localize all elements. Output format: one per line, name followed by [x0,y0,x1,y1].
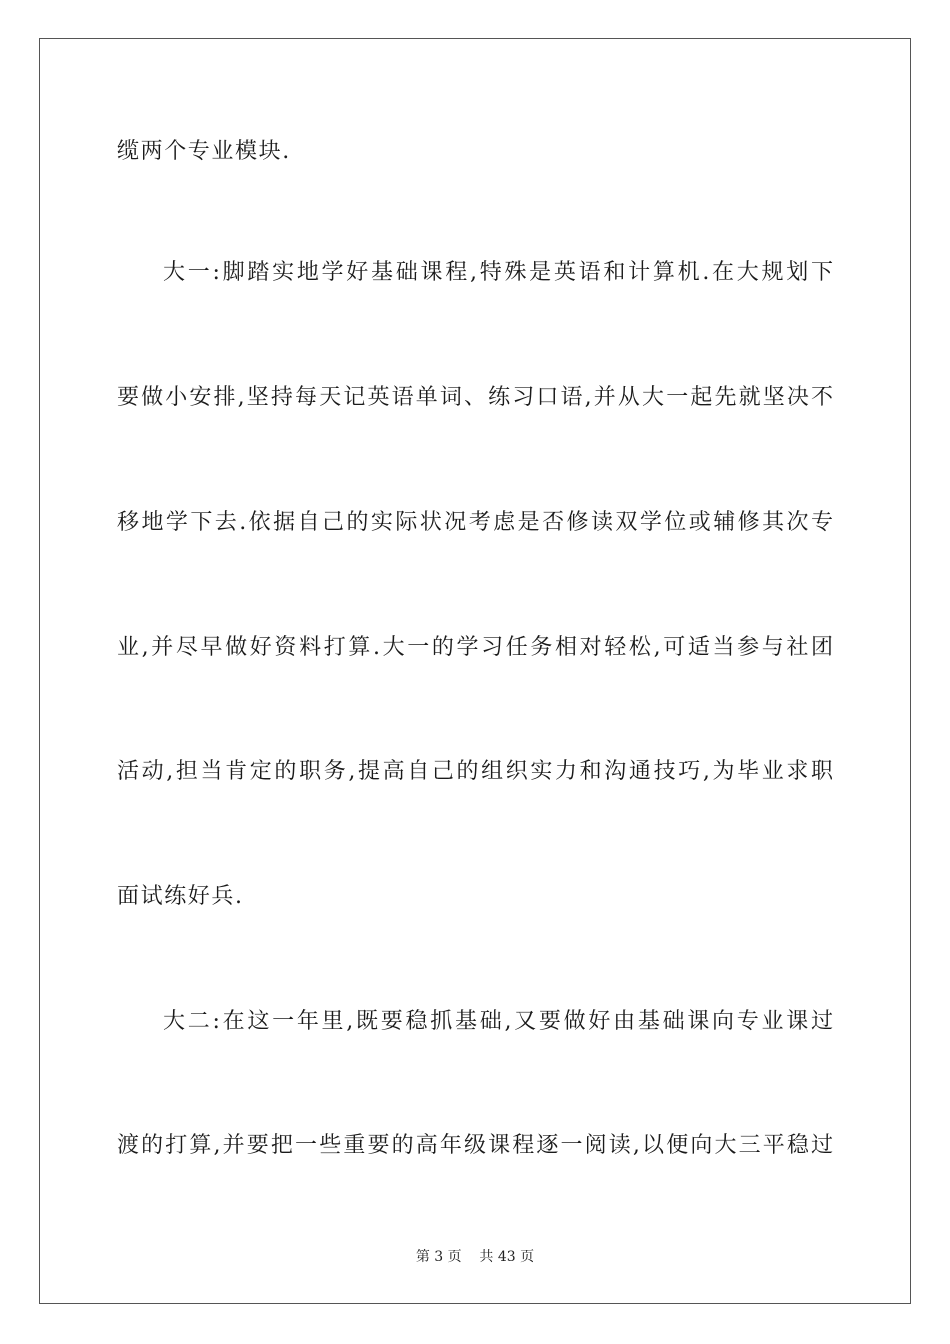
paragraph-line: 要做小安排,坚持每天记英语单词、练习口语,并从大一起先就坚决不 [117,385,833,410]
page-border [39,38,911,1304]
paragraph-line: 大二:在这一年里,既要稳抓基础,又要做好由基础课向专业课过 [163,1009,833,1034]
paragraph-line: 移地学下去.依据自己的实际状况考虑是否修读双学位或辅修其次专 [117,510,833,535]
paragraph-line: 大一:脚踏实地学好基础课程,特殊是英语和计算机.在大规划下 [163,260,833,285]
paragraph-line: 活动,担当肯定的职务,提高自己的组织实力和沟通技巧,为毕业求职 [117,759,833,784]
page-number-footer: 第 3 页 共 43 页 [415,1249,535,1265]
paragraph-line: 业,并尽早做好资料打算.大一的学习任务相对轻松,可适当参与社团 [117,635,833,660]
paragraph-line: 渡的打算,并要把一些重要的高年级课程逐一阅读,以便向大三平稳过 [117,1133,833,1158]
paragraph-line: 缆两个专业模块. [117,139,291,164]
paragraph-line: 面试练好兵. [117,884,244,909]
